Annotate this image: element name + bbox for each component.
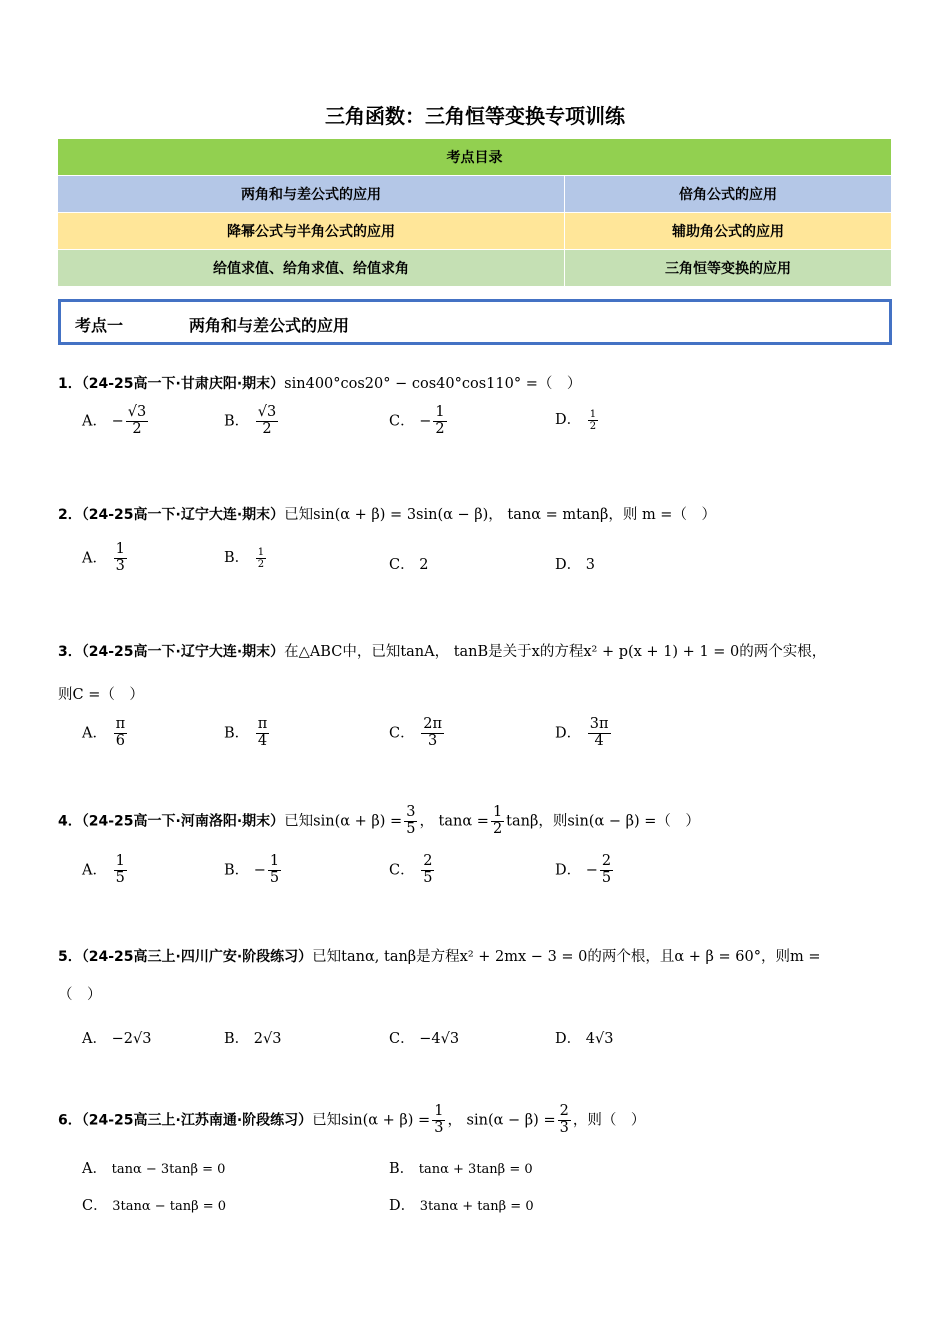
page-title: 三角函数：三角恒等变换专项训练 — [325, 104, 625, 128]
option-b[interactable]: B． $\frac{1}{2}$ — [224, 546, 265, 570]
option-b[interactable]: B． − $\frac{1}{5}$ — [224, 853, 280, 886]
question-1: 1．（24-25高一下·甘肃庆阳·期末）sin400°cos20° − cos40°cos110° =（ ） — [58, 376, 582, 392]
question-5: 5．（24-25高三上·四川广安·阶段练习）已知tanα, tanβ是方程x² + 2mx − 3 = 0的两个根，且α + β = 60°，则m = — [58, 949, 821, 965]
section-label: 考点一 — [75, 316, 124, 335]
option-d[interactable]: D． 4√3 — [555, 1031, 614, 1047]
toc-item[interactable]: 三角恒等变换的应用 — [565, 250, 892, 287]
toc-item[interactable]: 倍角公式的应用 — [565, 176, 892, 213]
option-a[interactable]: A． −2√3 — [82, 1031, 152, 1047]
option-b[interactable]: B． tanα + 3tanβ = 0 — [389, 1161, 533, 1177]
toc-header: 考点目录 — [58, 139, 892, 176]
option-c[interactable]: C． −4√3 — [389, 1031, 460, 1047]
question-5-line2: （ ） — [58, 987, 102, 1003]
option-b[interactable]: B． $\frac{\pi}{4}$ — [224, 716, 268, 749]
option-a[interactable]: A． tanα − 3tanβ = 0 — [82, 1161, 226, 1177]
option-a[interactable]: A． $\frac{1}{5}$ — [82, 853, 125, 886]
option-a[interactable]: A． $\frac{\pi}{6}$ — [82, 716, 126, 749]
option-c[interactable]: C． − $\frac{1}{2}$ — [389, 404, 445, 437]
option-d[interactable]: D． − $\frac{2}{5}$ — [555, 853, 612, 886]
section-header — [58, 299, 892, 345]
toc-item[interactable]: 辅助角公式的应用 — [565, 213, 892, 250]
question-2: 2．（24-25高一下·辽宁大连·期末）已知sin(α + β) = 3sin(α − β)， tanα = mtanβ，则 m =（ ） — [58, 507, 716, 523]
option-a[interactable]: A． $\frac{1}{3}$ — [82, 541, 125, 574]
question-3-line2: 则C =（ ） — [58, 687, 144, 703]
option-b[interactable]: B． $\frac{√3}{2}$ — [224, 404, 277, 437]
option-c[interactable]: C． 2 — [389, 557, 429, 573]
option-c[interactable]: C． $\frac{2\pi}{3}$ — [389, 716, 442, 749]
option-d[interactable]: D． 3 — [555, 557, 595, 573]
option-c[interactable]: C． 3tanα − tanβ = 0 — [82, 1198, 227, 1214]
toc-item[interactable]: 两角和与差公式的应用 — [58, 176, 565, 213]
section-name: 两角和与差公式的应用 — [189, 316, 350, 335]
question-4: 4．（24-25高一下·河南洛阳·期末）已知sin(α + β) = $\frac{3}{5}$ ， tanα = $\frac{1}{2}$ tanβ，则sin(α − β) =（ ） — [58, 804, 700, 837]
toc-item[interactable]: 降幂公式与半角公式的应用 — [58, 213, 565, 250]
toc-item[interactable]: 给值求值、给角求值、给值求角 — [58, 250, 565, 287]
option-b[interactable]: B． 2√3 — [224, 1031, 282, 1047]
option-a[interactable]: A． − $\frac{√3}{2}$ — [82, 404, 147, 437]
question-3: 3．（24-25高一下·辽宁大连·期末）在△ABC中，已知tanA， tanB是关于x的方程x² + p(x + 1) + 1 = 0的两个实根， — [58, 644, 827, 660]
toc-table — [57, 138, 892, 287]
option-d[interactable]: D． $\frac{3\pi}{4}$ — [555, 716, 609, 749]
option-c[interactable]: C． $\frac{2}{5}$ — [389, 853, 433, 886]
question-6: 6．（24-25高三上·江苏南通·阶段练习）已知sin(α + β) = $\frac{1}{3}$ ， sin(α − β) = $\frac{2}{3}$ ，则（ ） — [58, 1103, 646, 1136]
option-d[interactable]: D． 3tanα + tanβ = 0 — [389, 1198, 534, 1214]
option-d[interactable]: D． $\frac{1}{2}$ — [555, 408, 597, 432]
